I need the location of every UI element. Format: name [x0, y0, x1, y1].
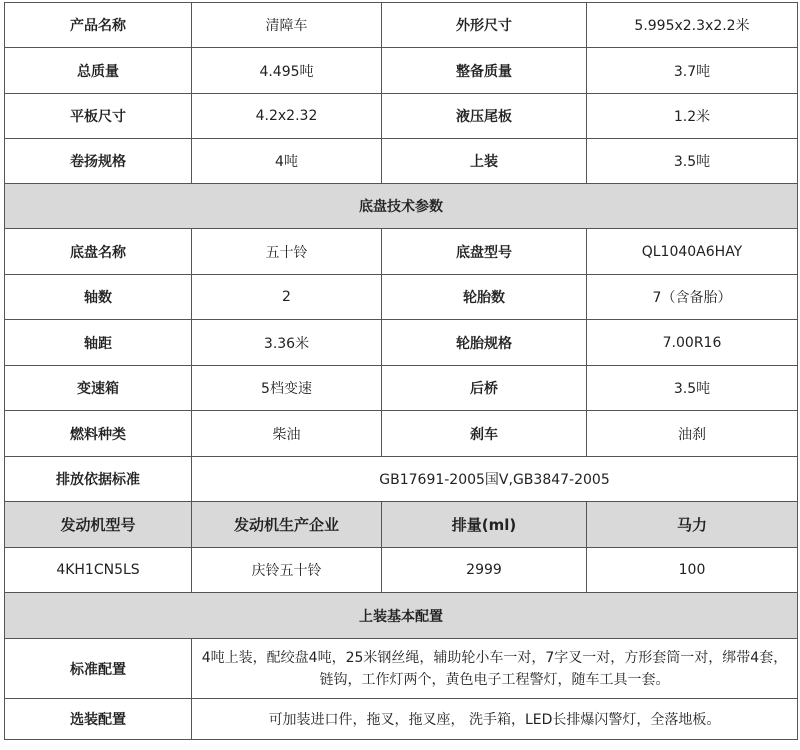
table-row: [5, 366, 798, 411]
row-value: 5档变速: [192, 366, 382, 411]
row-value: 3.5吨: [587, 139, 798, 184]
engine-maker: 庆铃五十铃: [192, 548, 382, 593]
emission-label: 排放依据标准: [5, 457, 192, 502]
column-header: 发动机生产企业: [192, 502, 382, 548]
row-value: 五十铃: [192, 229, 382, 275]
row-label: 液压尾板: [382, 94, 587, 139]
row-label: 上装: [382, 139, 587, 184]
column-header: 马力: [587, 502, 798, 548]
row-value: 1.2米: [587, 94, 798, 139]
table-row: [5, 411, 798, 457]
column-header: 排量(ml): [382, 502, 587, 548]
row-label: 产品名称: [5, 3, 192, 48]
engine-displacement: 2999: [382, 548, 587, 593]
row-label: 底盘型号: [382, 229, 587, 275]
optional-config-label: 选装配置: [5, 699, 192, 740]
table-row: [5, 229, 798, 275]
row-value: 2: [192, 275, 382, 320]
section-row: [5, 593, 798, 639]
row-value: 5.995x2.3x2.2米: [587, 3, 798, 48]
engine-horsepower: 100: [587, 548, 798, 593]
section-title-config: 上装基本配置: [5, 593, 798, 639]
table-row: [5, 139, 798, 184]
engine-model: 4KH1CN5LS: [5, 548, 192, 593]
emission-value: GB17691-2005国Ⅴ,GB3847-2005: [192, 457, 798, 502]
row-label: 刹车: [382, 411, 587, 457]
table-row: [5, 639, 798, 699]
row-value: 4.2x2.32: [192, 94, 382, 139]
table-row: [5, 699, 798, 740]
row-label: 后桥: [382, 366, 587, 411]
row-value: 柴油: [192, 411, 382, 457]
engine-header-row: [5, 502, 798, 548]
row-label: 卷扬规格: [5, 139, 192, 184]
row-value: QL1040A6HAY: [587, 229, 798, 275]
table-row: [5, 457, 798, 502]
row-label: 轴数: [5, 275, 192, 320]
table-row: [5, 275, 798, 320]
row-label: 总质量: [5, 48, 192, 94]
row-label: 燃料种类: [5, 411, 192, 457]
row-value: 3.7吨: [587, 48, 798, 94]
row-label: 底盘名称: [5, 229, 192, 275]
row-value: 3.5吨: [587, 366, 798, 411]
section-title-chassis: 底盘技术参数: [5, 184, 798, 229]
row-label: 轴距: [5, 320, 192, 366]
row-label: 整备质量: [382, 48, 587, 94]
row-value: 4.495吨: [192, 48, 382, 94]
row-label: 平板尺寸: [5, 94, 192, 139]
column-header: 发动机型号: [5, 502, 192, 548]
spec-table: [4, 2, 798, 740]
row-label: 轮胎规格: [382, 320, 587, 366]
standard-config-value: 4吨上装，配绞盘4吨，25米钢丝绳，辅助轮小车一对，7字叉一对，方形套筒一对，绑带4套，链钩，工作灯两个，黄色电子工程警灯，随车工具一套。: [192, 639, 798, 699]
row-label: 外形尺寸: [382, 3, 587, 48]
table-row: [5, 320, 798, 366]
row-value: 4吨: [192, 139, 382, 184]
row-label: 轮胎数: [382, 275, 587, 320]
row-value: 7.00R16: [587, 320, 798, 366]
table-row: [5, 3, 798, 48]
section-row: [5, 184, 798, 229]
row-value: 清障车: [192, 3, 382, 48]
optional-config-value: 可加装进口件，拖叉，拖叉座， 洗手箱，LED长排爆闪警灯，全落地板。: [192, 699, 798, 740]
row-value: 3.36米: [192, 320, 382, 366]
row-value: 油刹: [587, 411, 798, 457]
row-value: 7（含备胎）: [587, 275, 798, 320]
standard-config-label: 标准配置: [5, 639, 192, 699]
engine-value-row: [5, 548, 798, 593]
row-label: 变速箱: [5, 366, 192, 411]
table-row: [5, 48, 798, 94]
table-row: [5, 94, 798, 139]
